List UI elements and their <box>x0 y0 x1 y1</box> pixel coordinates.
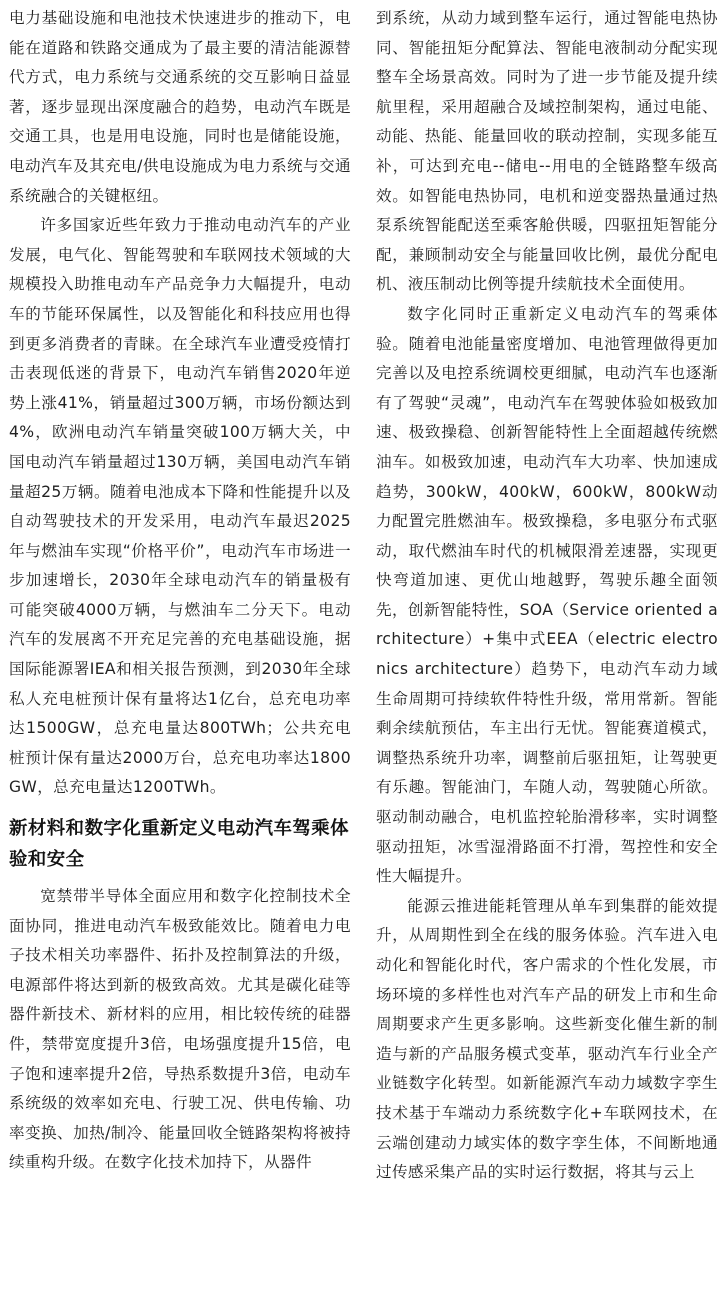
right-paragraph-3: 能源云推进能耗管理从单车到集群的能效提升，从周期性到全在线的服务体验。汽车进入电动化和智能化时代，客户需求的个性化发展，市场环境的多样性也对汽车产品的研发上市和生命周期要求产生更多影响。这些新变化催生新的制造与新的产品服务模式变革，驱动汽车行业全产业链数字化转型。如新能源汽车动力域数字孪生技术基于车端动力系统数字化+车联网技术，在云端创建动力域实体的数字孪生体，不间断地通过传感采集产品的实时运行数据，将其与云上 <box>376 896 718 1182</box>
left-column <box>9 4 351 1178</box>
left-paragraph-1: 电力基础设施和电池技术快速进步的推动下，电能在道路和铁路交通成为了最主要的清洁能源替代方式，电力系统与交通系统的交互影响日益显著，逐步显现出深度融合的趋势，电动汽车既是交通工具，也是用电设施，同时也是储能设施，电动汽车及其充电/供电设施成为电力系统与交通系统融合的关键枢纽。 <box>9 9 351 205</box>
right-paragraph-1: 到系统，从动力域到整车运行，通过智能电热协同、智能扭矩分配算法、智能电液制动分配实现整车全场景高效。同时为了进一步节能及提升续航里程，采用超融合及域控制架构，通过电能、动能、热能、能量回收的联动控制，实现多能互补，可达到充电--储电--用电的全链路整车级高效。如智能电热协同，电机和逆变器热量通过热泵系统智能配送至乘客舱供暖，四驱扭矩智能分配，兼顾制动安全与能量回收比例，最优分配电机、液压制动比例等提升续航技术全面使用。 <box>376 9 718 294</box>
left-paragraph-2: 许多国家近些年致力于推动电动汽车的产业发展，电气化、智能驾驶和车联网技术领域的大规模投入助推电动车产品竞争力大幅提升，电动车的节能环保属性，以及智能化和科技应用也得到更多消费者的青睐。在全球汽车业遭受疫情打击表现低迷的背景下，电动汽车销售2020年逆势上涨41%，销量超过300万辆，市场份额达到4%，欧洲电动汽车销量突破100万辆大关，中国电动汽车销量超过130万辆，美国电动汽车销量超25万辆。随着电池成本下降和性能提升以及自动驾驶技术的开发采用，电动汽车最迟2025年与燃油车实现“价格平价”，电动汽车市场进一步加速增长，2030年全球电动汽车的销量极有可能突破4000万辆，与燃油车二分天下。电动汽车的发展离不开充足完善的充电基础设施，据国际能源署IEA和相关报告预测，到2030年全球私人充电桩预计保有量将达1亿台，总充电功率达1500GW，总充电量达800TWh；公共充电桩预计保有量达2000万台，总充电功率达1800GW，总充电量达1200TWh。 <box>9 216 351 797</box>
left-paragraph-3: 宽禁带半导体全面应用和数字化控制技术全面协同，推进电动汽车极致能效比。随着电力电子技术相关功率器件、拓扑及控制算法的升级，电源部件将达到新的极致高效。尤其是碳化硅等器件新技术、新材料的应用，相比较传统的硅器件，禁带宽度提升3倍，电场强度提升15倍，电子饱和速率提升2倍，导热系数提升3倍，电动车系统级的效率如充电、行驶工况、供电传输、功率变换、加热/制冷、能量回收全链路架构将被持续重构升级。在数字化技术加持下，从器件 <box>9 887 351 1172</box>
right-column <box>376 4 718 1188</box>
section-heading: 新材料和数字化重新定义电动汽车驾乘体验和安全 <box>9 818 350 871</box>
right-paragraph-2: 数字化同时正重新定义电动汽车的驾乘体验。随着电池能量密度增加、电池管理做得更加完善以及电控系统调校更细腻，电动汽车也逐渐有了驾驶“灵魂”，电动汽车在驾驶体验如极致加速、极致操稳、创新智能特性上全面超越传统燃油车。如极致加速，电动汽车大功率、快加速成趋势，300kW，400kW，600kW，800kW动力配置完胜燃油车。极致操稳，多电驱分布式驱动，取代燃油车时代的机械限滑差速器，实现更快弯道加速、更优山地越野，驾驶乐趣全面领先，创新智能特性，SOA（Service oriented architecture）+集中式EEA（electric electronics architecture）趋势下，电动汽车动力域生命周期可持续软件特性升级，常用常新。智能剩余续航预估，车主出行无忧。智能赛道模式，调整热系统升功率，调整前后驱扭矩，让驾驶更有乐趣。智能油门，车随人动，驾驶随心所欲。驱动制动融合，电机监控轮胎滑移率，实时调整驱动扭矩，冰雪湿滑路面不打滑，驾控性和安全性大幅提升。 <box>376 304 718 886</box>
